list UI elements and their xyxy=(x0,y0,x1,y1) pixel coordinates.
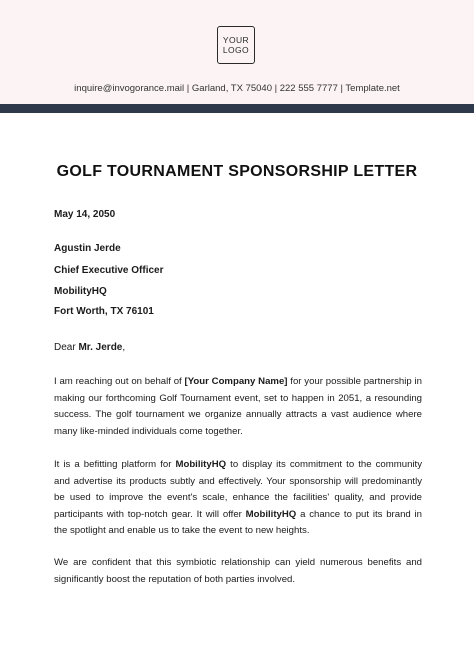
paragraph-platform-text-2: to display its commitment to the community and advertise its products subtly and effectively. Your sponsorship will predominantly be used to improve the event's scale, enhance the facilities' quality, and provide participants with top-notch gear. It will offer xyxy=(54,459,423,520)
logo-text-line1: YOUR xyxy=(222,35,250,45)
recipient-company: MobilityHQ xyxy=(54,286,107,297)
letter-date: May 14, 2050 xyxy=(54,209,116,220)
company-name-mention-2: MobilityHQ xyxy=(245,508,297,520)
logo-placeholder xyxy=(217,26,255,64)
salutation xyxy=(54,342,125,353)
paragraph-closing: We are confident that this symbiotic relationship can yield numerous benefits and significantly boost the reputation of both parties involved. xyxy=(54,557,422,585)
company-name-mention-1: MobilityHQ xyxy=(175,459,227,470)
logo-text-line2: LOGO xyxy=(222,45,250,55)
paragraph-platform xyxy=(54,457,422,540)
paragraph-intro-text-2: for your possible partnership in making our forthcoming Golf Tournament event, set to happen in 2051, a resounding success. The golf tournament we organize annually attracts a vast audience where many like-minded individuals come together. xyxy=(54,376,422,437)
paragraph-intro-text-1: I am reaching out on behalf of xyxy=(54,376,185,387)
company-name-placeholder: [Your Company Name] xyxy=(184,376,288,387)
header-divider-bar xyxy=(0,104,474,113)
letter-title: GOLF TOURNAMENT SPONSORSHIP LETTER xyxy=(56,163,418,180)
contact-info: inquire@invogorance.mail | Garland, TX 75040 | 222 555 7777 | Template.net xyxy=(74,83,400,94)
salutation-suffix: , xyxy=(122,342,126,353)
paragraph-intro xyxy=(54,374,422,440)
salutation-prefix: Dear xyxy=(54,342,79,353)
letterhead xyxy=(0,0,474,104)
paragraph-platform-text-3: a chance to put its brand in the spotlight and enable us to take the event to new heights. xyxy=(54,508,422,536)
recipient-position: Chief Executive Officer xyxy=(54,265,164,276)
paragraph-platform-text-1: It is a befitting platform for xyxy=(54,459,176,470)
recipient-name: Agustin Jerde xyxy=(54,243,121,254)
recipient-address: Fort Worth, TX 76101 xyxy=(54,306,154,317)
salutation-name: Mr. Jerde xyxy=(78,342,123,353)
